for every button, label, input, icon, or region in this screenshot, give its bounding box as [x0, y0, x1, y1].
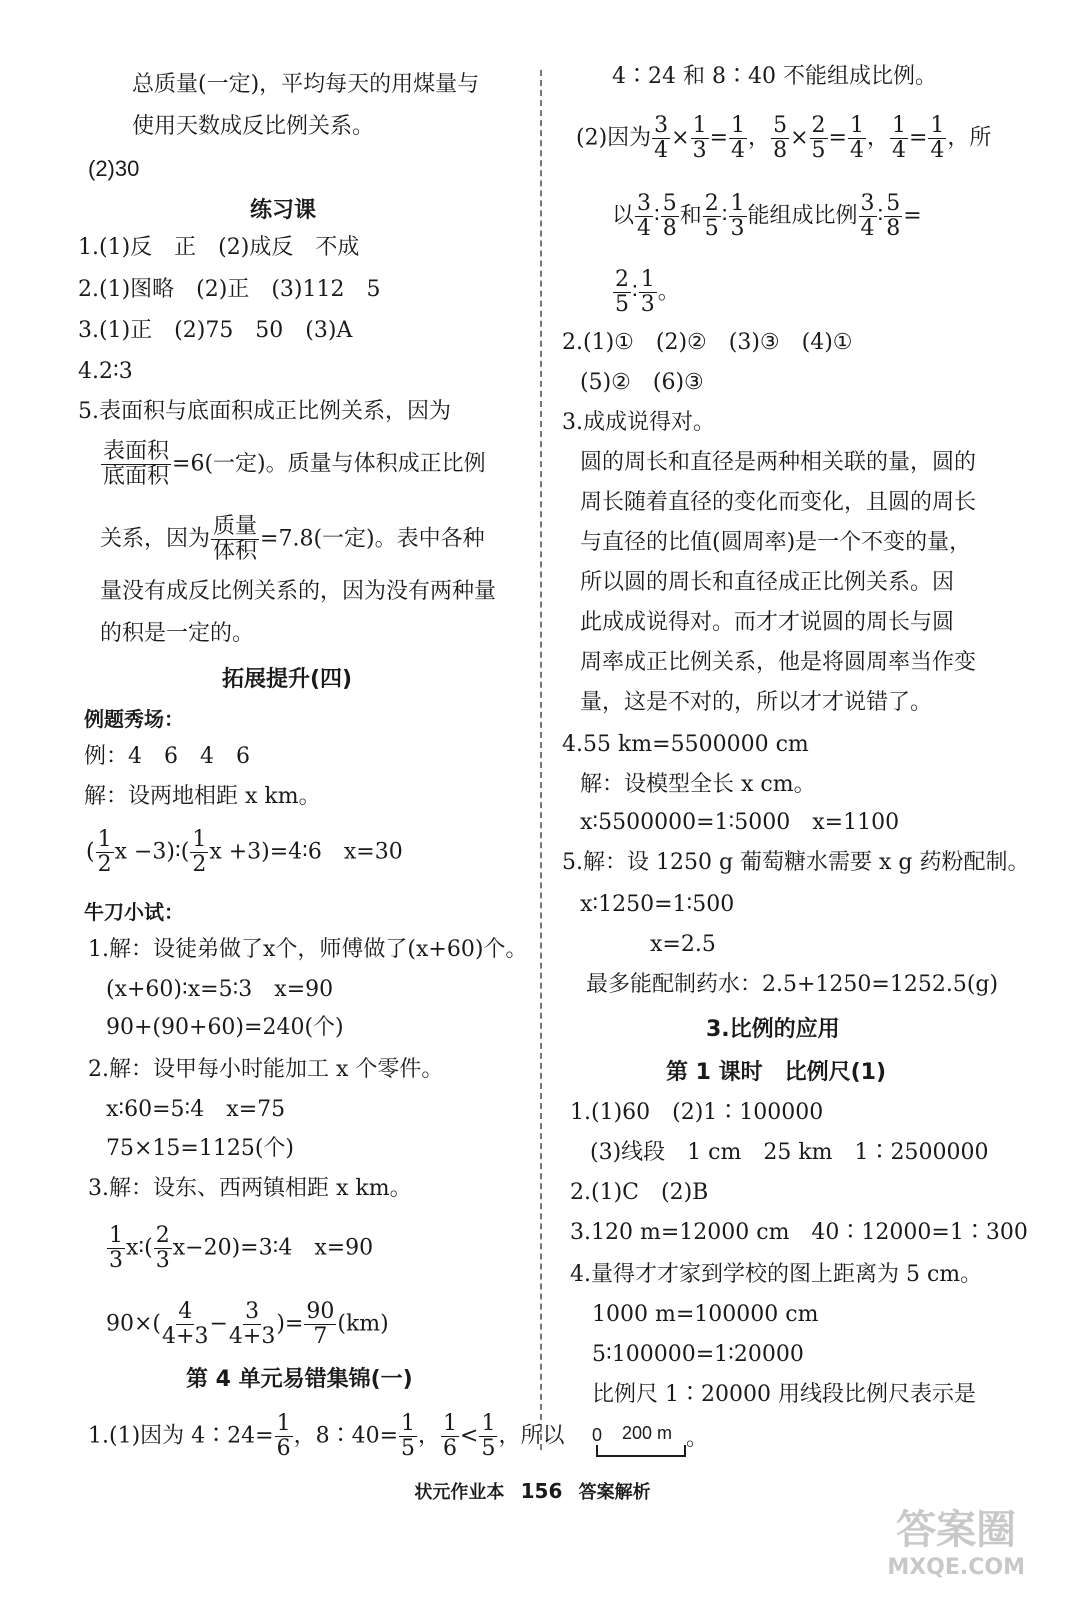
- equation: $\frac{1}{3}$ x∶( $\frac{2}{3}$ x−20)=3∶4 x=90: [109, 1223, 374, 1273]
- answer-1: 1.(1)反 正 (2)成反 不成: [78, 235, 360, 260]
- fraction: $\frac{1}{4}$: [891, 113, 906, 163]
- text-line: 总质量(一定)，平均每天的用煤量与: [132, 72, 480, 97]
- section-title: 答案解析: [578, 1482, 651, 1503]
- book-title: 状元作业本: [414, 1482, 505, 1503]
- fraction: $\frac{1}{3}$: [640, 267, 655, 317]
- fraction: $\frac{1}{3}$: [692, 113, 707, 163]
- text-line: 所以圆的周长和直径成正比例关系。因: [580, 570, 955, 595]
- fraction: $\frac{1}{4}$: [731, 113, 746, 163]
- text-line: 的积是一定的。: [100, 621, 255, 646]
- text-line: 4∶24 和 8∶40 不能组成比例。: [612, 64, 937, 89]
- scale-end: 。: [686, 1426, 709, 1451]
- text-line: x∶60=5∶4 x=75: [106, 1097, 286, 1122]
- text-line: (5)② (6)③: [580, 370, 704, 395]
- answer-5-line3: 关系，因为 质量 体积 =7.8(一定)。表中各种: [100, 514, 485, 564]
- fraction: $\frac{1}{3}$: [109, 1223, 123, 1273]
- fraction: $\frac{1}{6}$: [443, 1411, 458, 1461]
- equation: 90×( $\frac{4}{4+3}$ − $\frac{3}{4+3}$ )= $\frac{90}{7}$ (km): [106, 1299, 389, 1349]
- answer-2: 2.(1)C (2)B: [570, 1180, 709, 1205]
- fraction: $\frac{1}{6}$: [276, 1411, 291, 1461]
- text-line: 圆的周长和直径是两种相关联的量，圆的: [580, 450, 977, 475]
- answer-4: 4.2∶3: [78, 359, 133, 384]
- text-line: x∶5500000=1∶5000 x=1100: [580, 810, 900, 835]
- fraction: $\frac{3}{4+3}$: [228, 1299, 276, 1349]
- text-line: 与直径的比值(圆周率)是一个不变的量，: [580, 530, 972, 555]
- page-number: 156: [520, 1479, 563, 1503]
- answer-2: 2.(1)① (2)② (3)③ (4)①: [562, 330, 853, 355]
- answer-5: 5.表面积与底面积成正比例关系，因为: [78, 399, 451, 424]
- text-line: (2)30: [88, 156, 140, 181]
- equation: (2)因为 $\frac{3}{4}$ × $\frac{1}{3}$ = $\frac{1}{4}$ ， $\frac{5}{8}$ × $\frac{2}{5}$ = $\frac{1}{4}$ ， $\frac{1}{4}$ = $\frac{1}{4}$ ，所: [576, 113, 992, 163]
- fraction: $\frac{1}{4}$: [849, 113, 864, 163]
- text-line: x∶1250=1∶500: [580, 892, 735, 917]
- fraction: $\frac{2}{5}$: [704, 191, 719, 241]
- answer-2: 2.(1)图略 (2)正 (3)112 5: [78, 277, 381, 302]
- text-line: 2.解：设甲每小时能加工 x 个零件。: [88, 1057, 444, 1082]
- answer-4: 4.55 km=5500000 cm: [562, 732, 809, 757]
- text-line: 5∶100000=1∶20000: [592, 1342, 804, 1367]
- fraction: $\frac{4}{4+3}$: [162, 1299, 209, 1349]
- fraction: 表面积 底面积: [103, 439, 170, 489]
- text-line: 周率成正比例关系，他是将圆周率当作变: [580, 650, 977, 675]
- answer-3: 3.120 m=12000 cm 40∶12000=1∶300: [570, 1220, 1028, 1245]
- fraction: $\frac{5}{8}$: [886, 191, 901, 241]
- text-line: 使用天数成反比例关系。: [132, 114, 375, 139]
- text-line: (x+60)∶x=5∶3 x=90: [106, 977, 334, 1002]
- fraction: $\frac{1}{5}$: [401, 1411, 416, 1461]
- text-line: 解：设模型全长 x cm。: [580, 772, 816, 797]
- watermark: 答案圈 MXQE.COM: [887, 1507, 1025, 1580]
- scale-zero: 0: [592, 1425, 603, 1445]
- text-line: x=2.5: [650, 932, 716, 957]
- answer-4: 4.量得才才家到学校的图上距离为 5 cm。: [570, 1262, 983, 1287]
- equation: 以 $\frac{3}{4}$ ∶ $\frac{5}{8}$ 和 $\frac{2}{5}$ ∶ $\frac{1}{3}$ 能组成比例 $\frac{3}{4}$ ∶ $\frac{5}{8}$ =: [612, 191, 922, 241]
- text-line: 比例尺 1∶20000 用线段比例尺表示是: [592, 1382, 976, 1407]
- answer-3: 3.(1)正 (2)75 50 (3)A: [78, 318, 353, 343]
- text-line: (3)线段 1 cm 25 km 1∶2500000: [590, 1140, 989, 1165]
- text-line: 解：设两地相距 x km。: [84, 784, 321, 809]
- fraction: $\frac{3}{4}$: [860, 191, 875, 241]
- fraction: $\frac{5}{8}$: [773, 113, 788, 163]
- column-divider: [540, 70, 542, 1450]
- answer-3: 3.成成说得对。: [562, 410, 715, 435]
- fraction: $\frac{2}{3}$: [155, 1223, 170, 1273]
- heading-apply: 3.比例的应用: [706, 1017, 840, 1042]
- text-line: 例：4 6 4 6: [84, 744, 250, 769]
- heading-practice: 练习课: [250, 198, 317, 223]
- fraction: $\frac{2}{5}$: [615, 267, 629, 317]
- trial-title: 牛刀小试：: [84, 900, 184, 924]
- fraction: $\frac{5}{8}$: [662, 191, 677, 241]
- text-line: 75×15=1125(个): [106, 1136, 295, 1161]
- fraction: $\frac{90}{7}$: [306, 1299, 335, 1349]
- fraction: $\frac{1}{5}$: [481, 1411, 496, 1461]
- fraction: $\frac{1}{4}$: [930, 113, 945, 163]
- text-line: 90+(90+60)=240(个): [106, 1015, 344, 1040]
- heading-unit4: 第 4 单元易错集锦(一): [186, 1367, 413, 1392]
- answer-5-line2: 表面积 底面积 =6(一定)。质量与体积成正比例: [103, 439, 486, 489]
- scale-bar: [596, 1445, 686, 1457]
- fraction: $\frac{2}{5}$: [811, 113, 826, 163]
- heading-lesson: 第 1 课时 比例尺(1): [666, 1060, 887, 1085]
- text-line: 周长随着直径的变化而变化，且圆的周长: [580, 490, 977, 515]
- fraction: $\frac{1}{3}$: [730, 191, 745, 241]
- text-line: 3.解：设东、西两镇相距 x km。: [88, 1176, 412, 1201]
- fraction: $\frac{3}{4}$: [654, 113, 669, 163]
- example-title: 例题秀场：: [84, 707, 184, 731]
- text-line: 量，这是不对的，所以才才说错了。: [580, 690, 933, 715]
- equation: 1.(1)因为 4∶24= $\frac{1}{6}$ ，8∶40= $\frac{1}{5}$ ， $\frac{1}{6}$ < $\frac{1}{5}$ ，所以: [88, 1411, 565, 1461]
- equation: ( $\frac{1}{2}$ x −3)∶( $\frac{1}{2}$ x +3)=4∶6 x=30: [86, 827, 403, 877]
- text-line: 1000 m=100000 cm: [592, 1302, 819, 1327]
- answer-5: 5.解：设 1250 g 葡萄糖水需要 x g 药粉配制。: [562, 850, 1030, 875]
- answer-1: 1.(1)60 (2)1∶100000: [570, 1100, 824, 1125]
- fraction: $\frac{1}{2}$: [97, 827, 112, 877]
- text-line: 此成成说得对。而才才说圆的周长与圆: [580, 610, 955, 635]
- fraction: $\frac{1}{2}$: [192, 827, 207, 877]
- fraction: $\frac{3}{4}$: [637, 191, 652, 241]
- scale-label: 200 m: [622, 1423, 673, 1443]
- equation: $\frac{2}{5}$ ∶ $\frac{1}{3}$ 。: [615, 267, 680, 317]
- text-line: 最多能配制药水：2.5+1250=1252.5(g): [586, 972, 999, 997]
- text-line: 量没有成反比例关系的，因为没有两种量: [100, 579, 497, 604]
- heading-expand: 拓展提升(四): [222, 667, 353, 692]
- text-line: 1.解：设徒弟做了x个，师傅做了(x+60)个。: [88, 937, 528, 962]
- fraction: 质量 体积: [213, 514, 258, 564]
